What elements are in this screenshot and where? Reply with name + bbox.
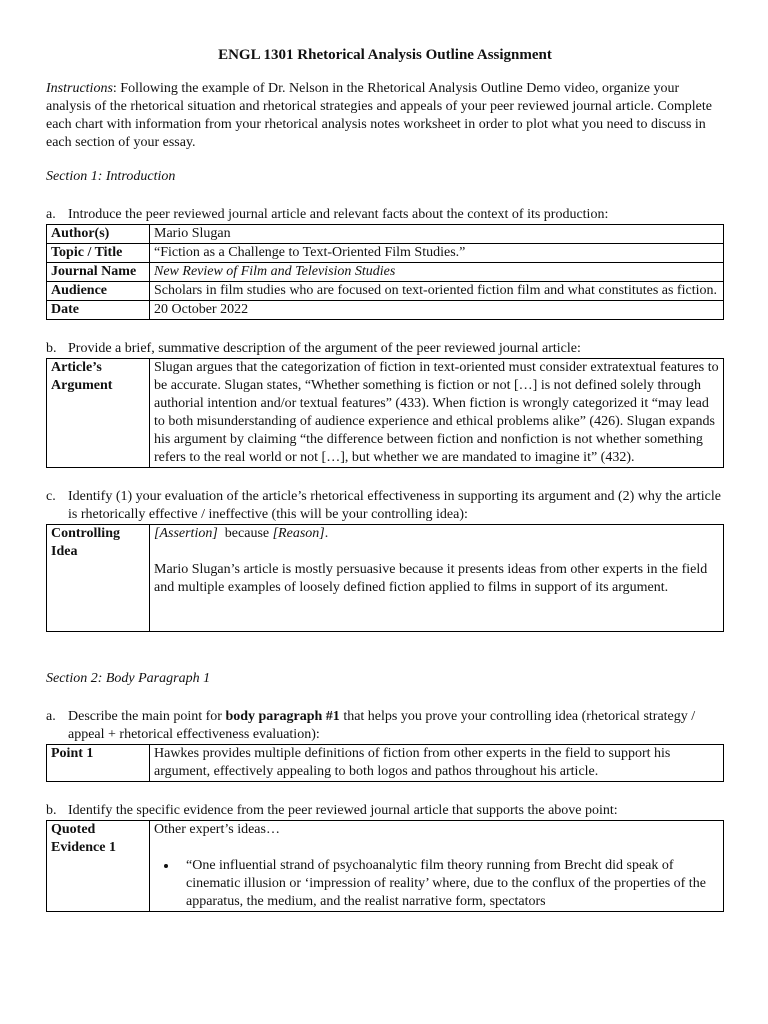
point-table bbox=[46, 744, 724, 782]
argument-table bbox=[46, 358, 724, 468]
question-text: Identify the specific evidence from the peer reviewed journal article that supports the above point: bbox=[68, 803, 618, 818]
section2-title: Section 2: Body Paragraph 1 bbox=[46, 671, 211, 686]
row-label: Quoted Evidence 1 bbox=[47, 821, 150, 912]
question-text-post: that helps you prove your controlling idea (rhetorical strategy / appeal + rhetorical effectiveness evaluation): bbox=[68, 709, 696, 742]
row-label: Controlling Idea bbox=[47, 525, 150, 632]
table-row bbox=[47, 821, 724, 912]
row-value bbox=[150, 525, 724, 632]
question-marker: b. bbox=[46, 803, 57, 818]
row-value: “Fiction as a Challenge to Text-Oriented Film Studies.” bbox=[150, 244, 724, 263]
row-label: Journal Name bbox=[47, 263, 150, 282]
section2-question-a bbox=[46, 708, 724, 744]
question-text: Provide a brief, summative description of the argument of the peer reviewed journal article: bbox=[68, 341, 581, 356]
controlling-idea-table bbox=[46, 524, 724, 632]
row-value: Mario Slugan bbox=[150, 225, 724, 244]
row-label: Audience bbox=[47, 282, 150, 301]
question-text-bold: body paragraph #1 bbox=[225, 709, 340, 724]
evidence-list bbox=[154, 857, 719, 911]
row-label: Article’s Argument bbox=[47, 359, 150, 468]
table-row bbox=[47, 301, 724, 320]
list-item: • “One influential strand of psychoanalytic film theory running from Brecht did speak of cinematic illusion or ‘impression of reality’ where, due to the conflux of the properties of the apparatus, the medium, and the realist narrative form, spectators bbox=[178, 857, 719, 911]
assertion-placeholder: [Assertion] bbox=[154, 526, 218, 541]
assertion-template bbox=[154, 525, 719, 543]
question-text-pre: Describe the main point for bbox=[68, 709, 226, 724]
question-marker: b. bbox=[46, 341, 57, 356]
table-row bbox=[47, 282, 724, 301]
section1-question-c bbox=[46, 488, 724, 524]
table-row bbox=[47, 263, 724, 282]
table-row bbox=[47, 244, 724, 263]
row-value bbox=[150, 821, 724, 912]
context-table bbox=[46, 224, 724, 320]
row-value: 20 October 2022 bbox=[150, 301, 724, 320]
row-value: Scholars in film studies who are focused on text-oriented fiction film and what constitutes as fiction. bbox=[150, 282, 724, 301]
instructions-label: Instructions bbox=[46, 81, 113, 96]
row-label: Author(s) bbox=[47, 225, 150, 244]
row-value: Hawkes provides multiple definitions of fiction from other experts in the field to support his argument, effectively appealing to both logos and pathos throughout his article. bbox=[150, 745, 724, 782]
table-row bbox=[47, 225, 724, 244]
row-label: Date bbox=[47, 301, 150, 320]
section2-question-b bbox=[46, 802, 724, 820]
table-row bbox=[47, 359, 724, 468]
question-text: Introduce the peer reviewed journal article and relevant facts about the context of its production: bbox=[68, 207, 609, 222]
evidence-table bbox=[46, 820, 724, 912]
section1-question-a bbox=[46, 206, 724, 224]
instructions-paragraph bbox=[46, 80, 724, 152]
row-label: Topic / Title bbox=[47, 244, 150, 263]
template-period: . bbox=[324, 526, 329, 541]
question-marker: a. bbox=[46, 709, 56, 724]
section1-question-b bbox=[46, 340, 724, 358]
row-label: Point 1 bbox=[47, 745, 150, 782]
question-marker: a. bbox=[46, 207, 56, 222]
table-row bbox=[47, 745, 724, 782]
because-word: because bbox=[224, 526, 270, 541]
reason-placeholder: [Reason] bbox=[272, 526, 325, 541]
document-title: ENGL 1301 Rhetorical Analysis Outline Assignment bbox=[218, 47, 552, 63]
question-marker: c. bbox=[46, 489, 56, 504]
question-text bbox=[68, 708, 724, 744]
evidence-intro: Other expert’s ideas… bbox=[154, 822, 280, 837]
table-row bbox=[47, 525, 724, 632]
row-value: New Review of Film and Television Studies bbox=[150, 263, 724, 282]
controlling-idea-text: Mario Slugan’s article is mostly persuasive because it presents ideas from other experts in the field and multiple examples of loosely defined fiction applied to films in support of its argument. bbox=[154, 562, 708, 595]
question-text: Identify (1) your evaluation of the article’s rhetorical effectiveness in supporting its argument and (2) why the article is rhetorically effective / ineffective (this will be your controlling idea): bbox=[68, 489, 721, 522]
row-value: Slugan argues that the categorization of fiction in text-oriented must consider extratextual features to be accurate. Slugan states, “Whether something is fiction or not […] is not defined solely through authorial intention and/or textual features” (433). When fiction is wrongly categorized it “may lead to both misunderstanding of audience experience and ethical problems alike” (426). Slugan expands his argument by claiming “the difference between fiction and nonfiction is not whether something refers to the real world or not […], but whether we are mandated to imagine it” (432). bbox=[150, 359, 724, 468]
section1-title: Section 1: Introduction bbox=[46, 169, 176, 184]
instructions-text: : Following the example of Dr. Nelson in the Rhetorical Analysis Outline Demo video, organize your analysis of the rhetorical situation and rhetorical strategies and appeals of your peer reviewed journal article. Complete each chart with information from your rhetorical analysis notes worksheet in order to plot what you need to discuss in each section of your essay. bbox=[46, 81, 712, 150]
document-content bbox=[46, 46, 724, 912]
